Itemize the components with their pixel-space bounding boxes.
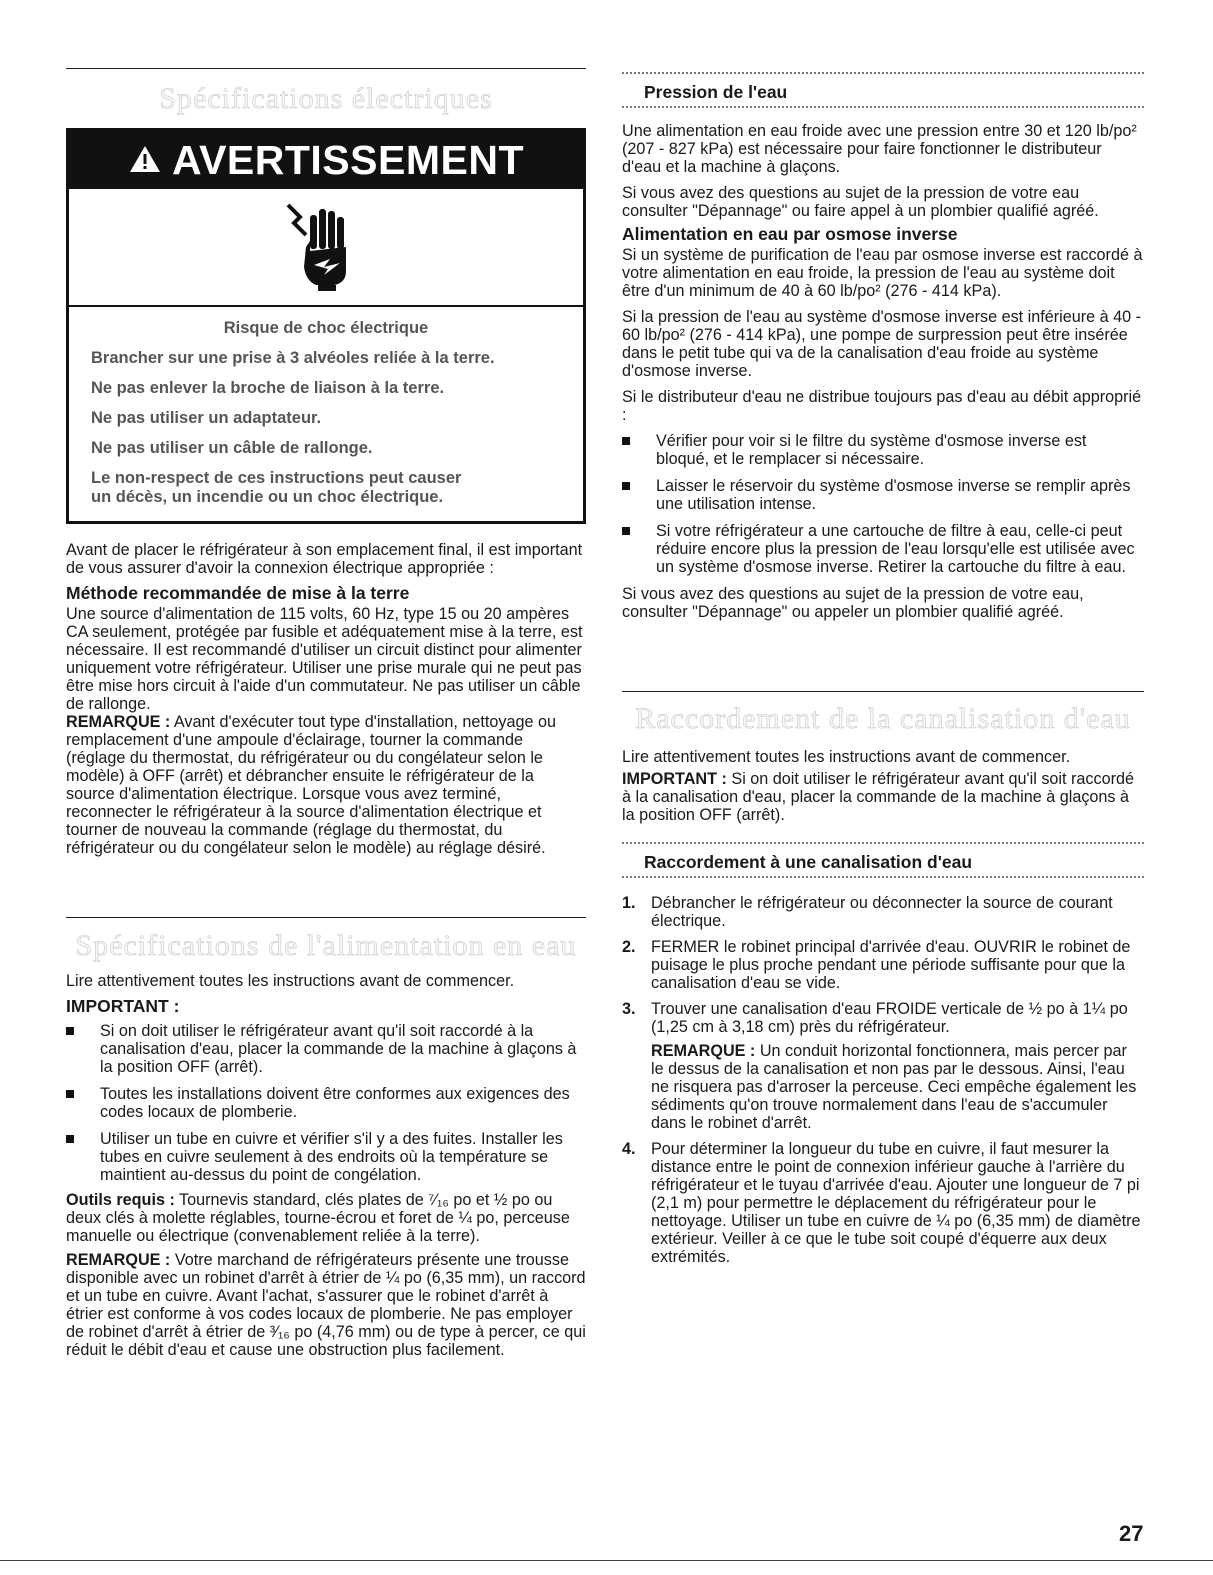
dotted-rule bbox=[622, 842, 1144, 844]
pressure-paragraph: Si vous avez des questions au sujet de la pression de votre eau consulter "Dépannage" ou faire appel à un plombier qualifié agréé. bbox=[622, 184, 1099, 220]
ro-paragraph: Si la pression de l'eau au système d'osmose inverse est inférieure à 40 - 60 lb/po² (276 - 414 kPa), une pompe de surpression peut être insérée dans le petit tube qui va de la canalisation d'eau froide au système d'osmose inverse. bbox=[622, 308, 1142, 380]
step-text: Pour déterminer la longueur du tube en cuivre, il faut mesurer la distance entre le point de connexion inférieur gauche à l'arrière du réfrigérateur et le tuyau d'arrivée d'eau. Ajouter une longueur de 7 pi (2,1 m) pour permettre le déplacement du réfrigérateur pour le nettoyage. Utiliser un tube en cuivre de ¼ po (6,35 mm) de diamètre extérieur. Veiller à ce que le tube soit coupé d'équerre aux deux extrémités. bbox=[651, 1140, 1141, 1266]
connection-intro-text: Lire attentivement toutes les instructions avant de commencer. bbox=[622, 748, 1071, 766]
remarque2-label: REMARQUE : bbox=[66, 1251, 171, 1269]
ro-list bbox=[622, 432, 1144, 576]
dotted-rule bbox=[622, 72, 1144, 74]
pressure-text bbox=[622, 122, 1144, 621]
section-rule bbox=[66, 917, 586, 918]
section-title-water-connection: Raccordement de la canalisation d'eau bbox=[635, 702, 1131, 735]
important-label: IMPORTANT : bbox=[66, 996, 180, 1016]
warning-box bbox=[66, 128, 586, 524]
connection-intro bbox=[622, 748, 1144, 824]
list-item: Utiliser un tube en cuivre et vérifier s'il y a des fuites. Installer les tubes en cuivre seulement à des endroits où la température se maintient au-dessus du point de congélation. bbox=[66, 1130, 586, 1184]
important-text: Si on doit utiliser le réfrigérateur avant qu'il soit raccordé à la canalisation d'eau, placer la commande de la machine à glaçons à la position OFF (arrêt). bbox=[622, 770, 1134, 824]
water-intro: Lire attentivement toutes les instructions avant de commencer. bbox=[66, 972, 515, 990]
pressure-heading: Pression de l'eau bbox=[644, 82, 788, 102]
dotted-rule bbox=[622, 876, 1144, 878]
tools-paragraph bbox=[66, 1191, 586, 1245]
list-item: Laisser le réservoir du système d'osmose inverse se remplir après une utilisation intense. bbox=[622, 477, 1144, 513]
warning-header bbox=[69, 131, 583, 189]
step-item bbox=[622, 1140, 1144, 1266]
section-title-water-supply: Spécifications de l'alimentation en eau bbox=[75, 929, 577, 962]
warning-body bbox=[69, 307, 583, 521]
step-item bbox=[622, 894, 1144, 930]
step-text: FERMER le robinet principal d'arrivée d'eau. OUVRIR le robinet de puisage le plus proche pendant une période suffisante pour que la canalisation d'eau se vide. bbox=[651, 938, 1131, 992]
top-rule bbox=[66, 68, 586, 69]
electrical-text bbox=[66, 541, 586, 857]
ro-heading: Alimentation en eau par osmose inverse bbox=[622, 224, 958, 244]
tools-text: Tournevis standard, clés plates de ⁷⁄₁₆ po et ½ po ou deux clés à molette réglables, tourne-écrou et foret de ¼ po, perceuse manuelle ou électrique (convenablement reliée à la terre). bbox=[66, 1191, 570, 1245]
important-label: IMPORTANT : bbox=[622, 770, 727, 788]
list-item: Vérifier pour voir si le filtre du système d'osmose inverse est bloqué, et le remplacer si nécessaire. bbox=[622, 432, 1144, 468]
warning-line: Ne pas utiliser un câble de rallonge. bbox=[91, 439, 373, 457]
list-item: Si on doit utiliser le réfrigérateur avant qu'il soit raccordé à la canalisation d'eau, placer la commande de la machine à glaçons à la position OFF (arrêt). bbox=[66, 1022, 586, 1076]
pressure-paragraph: Une alimentation en eau froide avec une pression entre 30 et 120 lb/po² (207 - 827 kPa) est nécessaire pour faire fonctionner le distributeur d'eau et la machine à glaçons. bbox=[622, 122, 1137, 176]
page-number: 27 bbox=[1119, 1521, 1144, 1546]
electric-shock-hand-icon bbox=[284, 201, 362, 293]
remarque-paragraph bbox=[66, 713, 586, 857]
important-paragraph bbox=[622, 770, 1144, 824]
warning-line: un décès, un incendie ou un choc électrique. bbox=[91, 488, 444, 506]
step-text: Trouver une canalisation d'eau FROIDE verticale de ½ po à 1¼ po (1,25 cm à 3,18 cm) près du réfrigérateur. bbox=[651, 1000, 1128, 1036]
dotted-rule bbox=[622, 106, 1144, 108]
step3-remarque bbox=[651, 1042, 1144, 1132]
step-item bbox=[622, 1000, 1144, 1132]
step3-remarque-text: Un conduit horizontal fonctionnera, mais percer par le dessus de la canalisation et non pas par le dessous. Ainsi, l'eau ne risquera pas d'arroser la perceuse. Ceci empêche également les sédiments qu'on trouve normalement dans l'eau de s'accumuler dans le robinet d'arrêt. bbox=[651, 1042, 1137, 1132]
step-number: 2. bbox=[622, 938, 636, 956]
grounding-paragraph: Une source d'alimentation de 115 volts, 60 Hz, type 15 ou 20 ampères CA seulement, protégée par fusible et adéquatement mise à la terre, est nécessaire. Il est recommandé d'utiliser un circuit distinct pour alimenter uniquement votre réfrigérateur. Utiliser une prise murale qui ne peut pas être mise hors circuit à l'aide d'un commutateur. Ne pas utiliser un câble de rallonge. bbox=[66, 605, 583, 713]
step-text: Débrancher le réfrigérateur ou déconnecter la source de courant électrique. bbox=[651, 894, 1113, 930]
ro-paragraph: Si un système de purification de l'eau par osmose inverse est raccordé à votre alimentation en eau froide, la pression de l'eau au système doit être d'un minimum de 40 à 60 lb/po² (276 - 414 kPa). bbox=[622, 246, 1143, 300]
warning-line: Le non-respect de ces instructions peut causer bbox=[91, 469, 462, 487]
step3-remarque-label: REMARQUE : bbox=[651, 1042, 756, 1060]
warning-line: Ne pas enlever la broche de liaison à la terre. bbox=[91, 379, 445, 397]
connect-heading: Raccordement à une canalisation d'eau bbox=[644, 852, 973, 872]
warning-line: Risque de choc électrique bbox=[223, 319, 429, 337]
warning-line: Brancher sur une prise à 3 alvéoles reliée à la terre. bbox=[91, 349, 495, 367]
water-supply-text bbox=[66, 972, 586, 1359]
remarque-label: REMARQUE : bbox=[66, 713, 171, 731]
ro-paragraph: Si vous avez des questions au sujet de la pression de votre eau, consulter "Dépannage" ou appeler un plombier qualifié agréé. bbox=[622, 585, 1084, 621]
warning-triangle-icon bbox=[128, 131, 162, 189]
intro-paragraph: Avant de placer le réfrigérateur à son emplacement final, il est important de vous assurer d'avoir la connexion électrique appropriée : bbox=[66, 541, 583, 577]
warning-icon-area bbox=[69, 189, 583, 307]
section-rule bbox=[622, 691, 1144, 692]
list-item: Toutes les installations doivent être conformes aux exigences des codes locaux de plomberie. bbox=[66, 1085, 586, 1121]
grounding-heading: Méthode recommandée de mise à la terre bbox=[66, 583, 410, 603]
bottom-rule bbox=[0, 1560, 1213, 1561]
step-number: 4. bbox=[622, 1140, 636, 1158]
remarque2-text: Votre marchand de réfrigérateurs présente une trousse disponible avec un robinet d'arrêt à étrier de ¼ po (6,35 mm), un raccord et un tube en cuivre. Avant l'achat, s'assurer que le robinet d'arrêt à étrier est conforme à vos codes locaux de plomberie. Ne pas employer de robinet d'arrêt à étrier de ³⁄₁₆ po (4,76 mm) ou de type à percer, ce qui réduit le débit d'eau et cause une obstruction plus facilement. bbox=[66, 1251, 586, 1359]
remarque2-paragraph bbox=[66, 1251, 586, 1359]
step-item bbox=[622, 938, 1144, 992]
remarque-text: Avant d'exécuter tout type d'installation, nettoyage ou remplacement d'une ampoule d'éclairage, tourner la commande (réglage du thermostat, du réfrigérateur ou du congélateur selon le modèle) à OFF (arrêt) et débrancher ensuite le réfrigérateur de la source d'alimentation électrique. Lorsque vous avez terminé, reconnecter le réfrigérateur à la source d'alimentation électrique et tourner de nouveau la commande (réglage du thermostat, du réfrigérateur ou du congélateur selon le modèle) au réglage désiré. bbox=[66, 713, 556, 857]
tools-label: Outils requis : bbox=[66, 1191, 175, 1209]
important-list bbox=[66, 1022, 586, 1184]
list-item: Si votre réfrigérateur a une cartouche de filtre à eau, celle-ci peut réduire encore plus la pression de l'eau lorsqu'elle est utilisée avec un système d'osmose inverse. Retirer la cartouche du filtre à eau. bbox=[622, 522, 1144, 576]
steps-list bbox=[622, 894, 1144, 1274]
step-number: 1. bbox=[622, 894, 636, 912]
ro-paragraph: Si le distributeur d'eau ne distribue toujours pas d'eau au débit approprié : bbox=[622, 388, 1142, 424]
warning-line: Ne pas utiliser un adaptateur. bbox=[91, 409, 322, 427]
step-number: 3. bbox=[622, 1000, 636, 1018]
warning-header-text: AVERTISSEMENT bbox=[172, 137, 524, 183]
section-title-electrical: Spécifications électriques bbox=[159, 82, 493, 115]
